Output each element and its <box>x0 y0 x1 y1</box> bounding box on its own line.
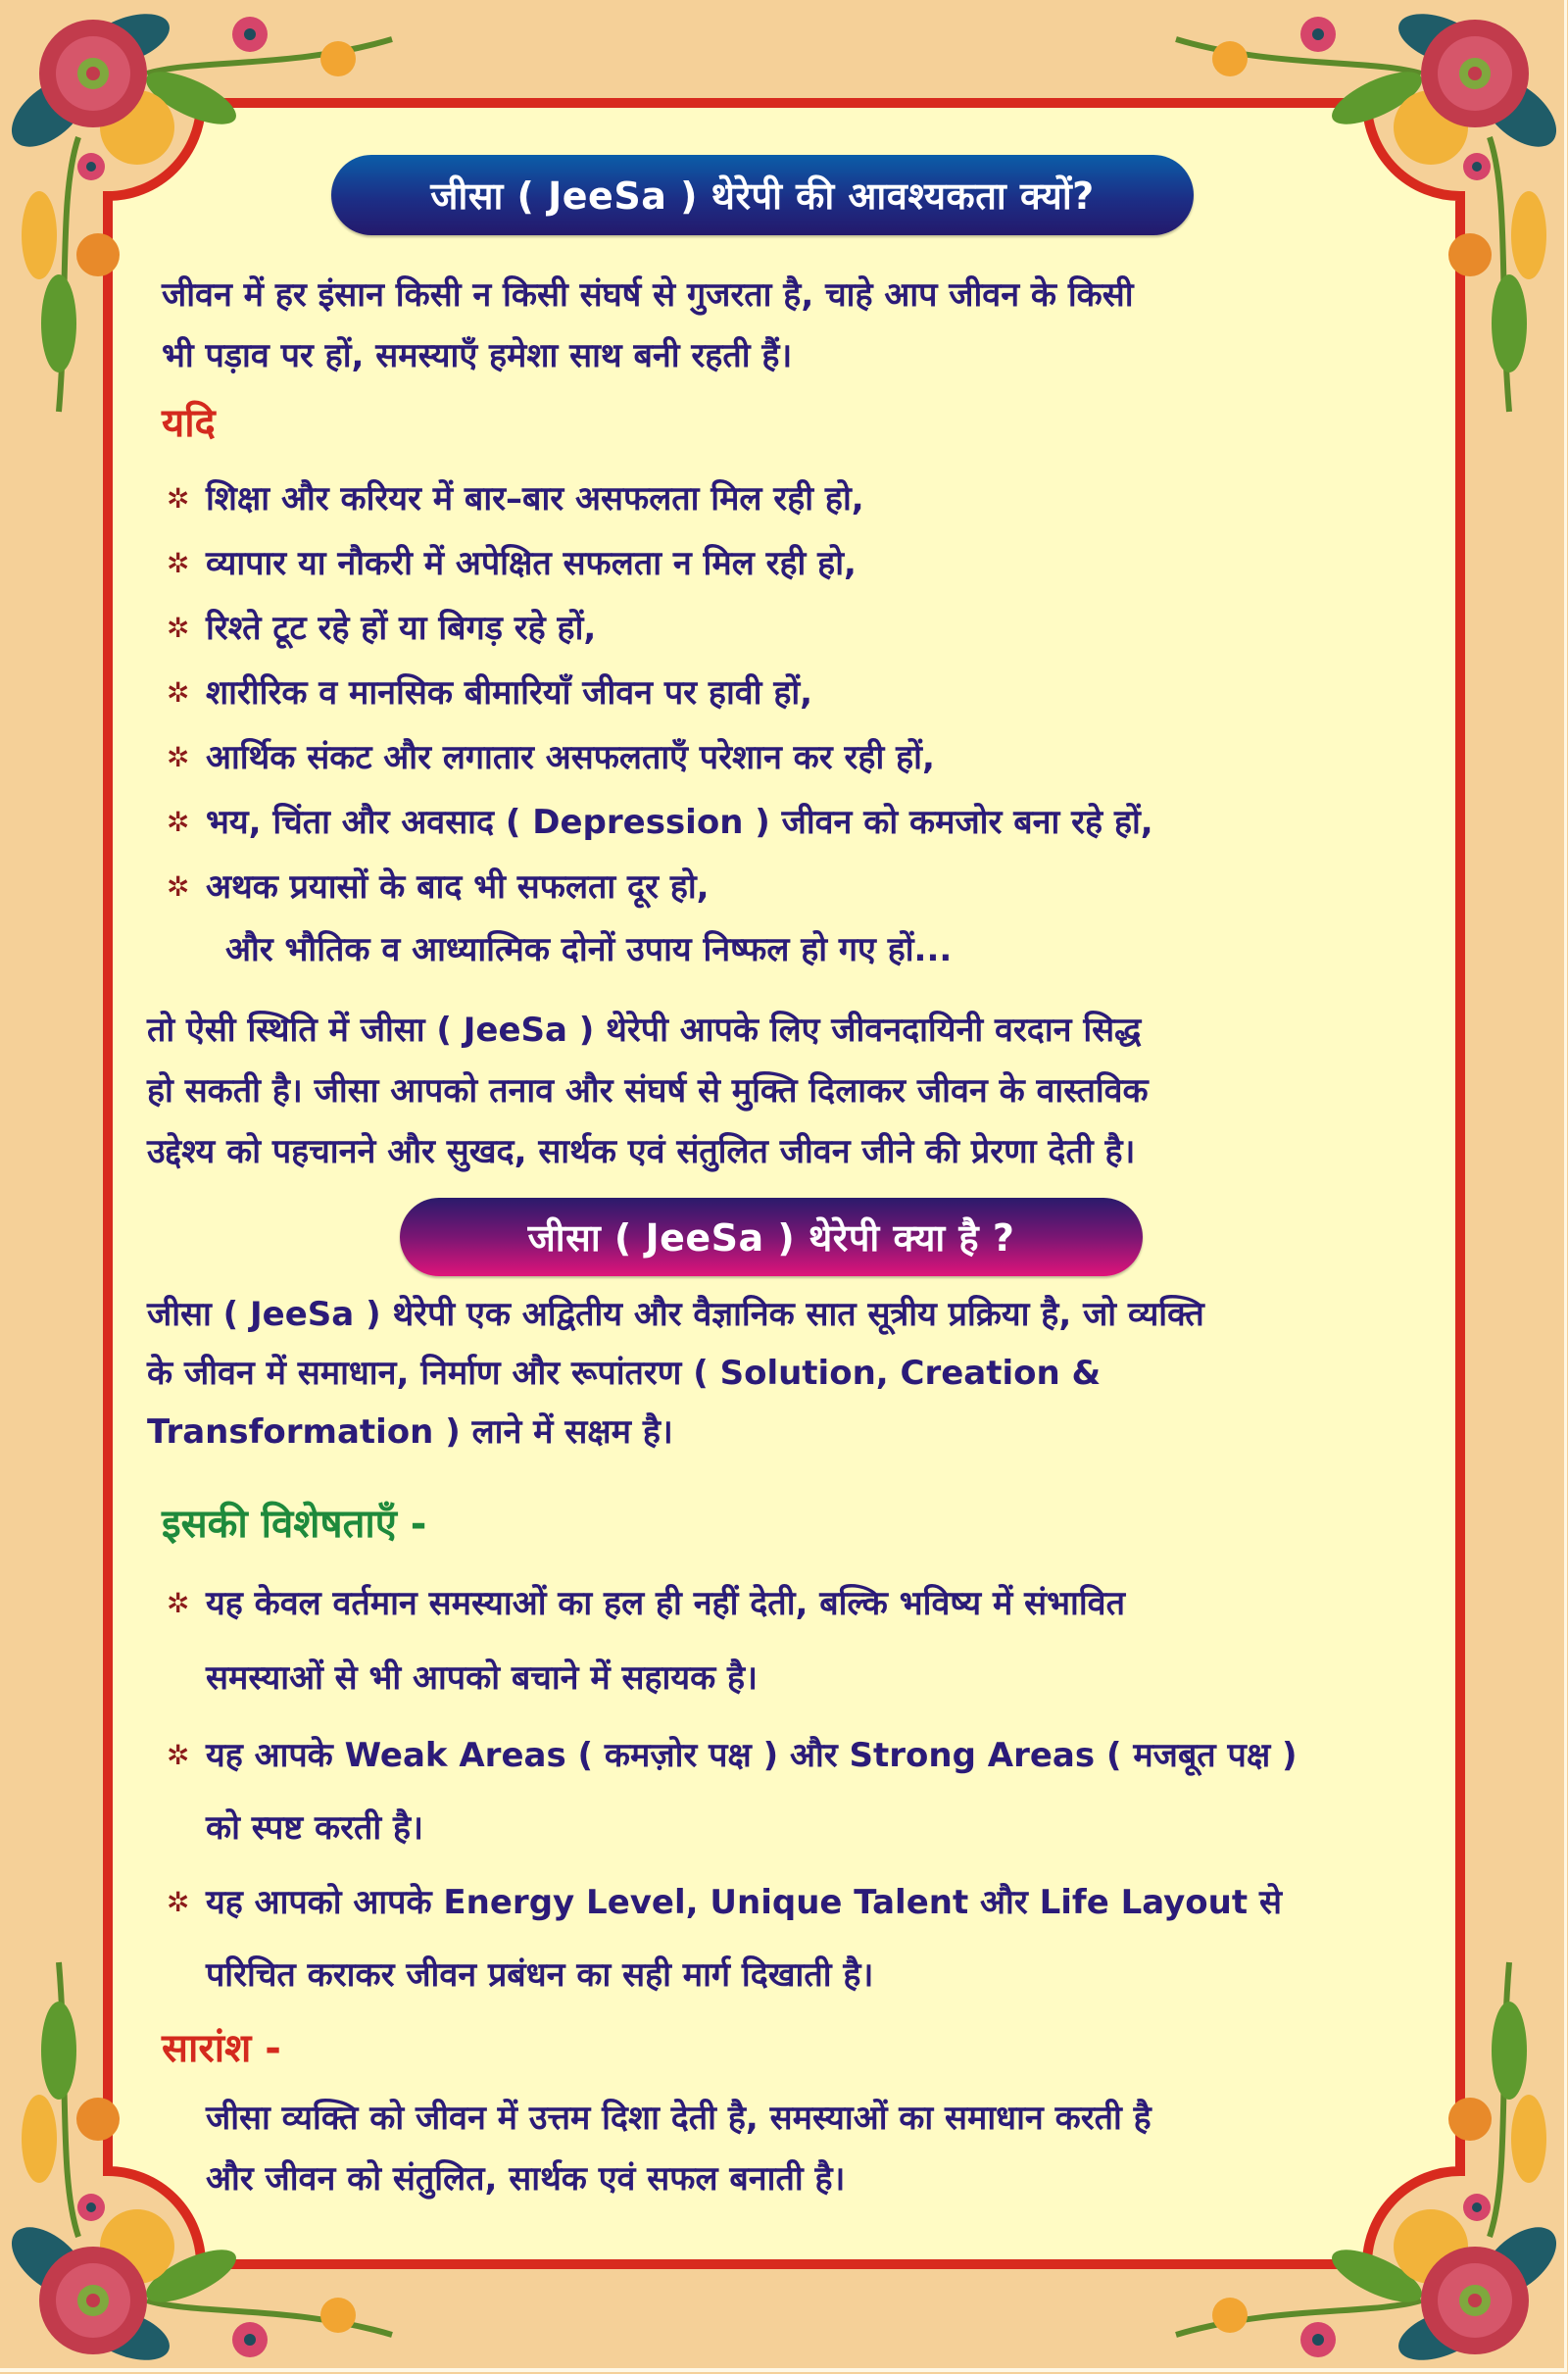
section1-title: जीसा ( JeeSa ) थेरेपी की आवश्यकता क्यों? <box>430 174 1095 218</box>
list-item-text: शारीरिक व मानसिक बीमारियाँ जीवन पर हावी हों, <box>206 673 813 713</box>
section2-title-banner <box>400 1198 1143 1276</box>
list-item <box>167 727 935 788</box>
feature-line-1: यह केवल वर्तमान समस्याओं का हल ही नहीं देती, बल्कि भविष्य में संभावित <box>206 1584 1125 1623</box>
summary-line-1: जीसा व्यक्ति को जीवन में उत्तम दिशा देती है, समस्याओं का समाधान करती है <box>206 2099 1152 2138</box>
list-item-continuation: और भौतिक व आध्यात्मिक दोनों उपाय निष्फल हो गए हों... <box>225 930 953 969</box>
star-flower-icon: ✲ <box>167 870 190 903</box>
list-item <box>167 469 864 529</box>
features-heading: इसकी विशेषताएँ - <box>162 1502 427 1547</box>
list-item <box>167 857 710 917</box>
conclusion-line-3: उद्देश्य को पहचानने और सुखद, सार्थक एवं संतुलित जीवन जीने की प्रेरणा देती है। <box>147 1132 1136 1171</box>
intro-line-1: जीवन में हर इंसान किसी न किसी संघर्ष से गुजरता है, चाहे आप जीवन के किसी <box>162 275 1134 315</box>
star-flower-icon: ✲ <box>167 482 190 515</box>
intro-line-2: भी पड़ाव पर हों, समस्याएँ हमेशा साथ बनी रहती हैं। <box>162 336 793 375</box>
feature-item <box>167 1573 1125 1708</box>
star-flower-icon: ✲ <box>167 806 190 838</box>
star-flower-icon: ✲ <box>167 1886 190 1918</box>
conclusion-line-2: हो सकती है। जीसा आपको तनाव और संघर्ष से मुक्ति दिलाकर जीवन के वास्तविक <box>147 1071 1149 1111</box>
list-item-text: व्यापार या नौकरी में अपेक्षित सफलता न मिल रही हो, <box>206 544 857 583</box>
star-flower-icon: ✲ <box>167 612 190 644</box>
conclusion-line-1: तो ऐसी स्थिति में जीसा ( JeeSa ) थेरेपी आपके लिए जीवनदायिनी वरदान सिद्ध <box>147 1011 1142 1050</box>
feature-line-2: परिचित कराकर जीवन प्रबंधन का सही मार्ग दिखाती है। <box>206 1955 874 1995</box>
list-item-text: रिश्ते टूट रहे हों या बिगड़ रहे हों, <box>206 609 597 648</box>
feature-item <box>167 1725 1298 1858</box>
list-item <box>167 663 812 723</box>
description-line-3: Transformation ) लाने में सक्षम है। <box>147 1412 673 1452</box>
if-heading: यदि <box>162 401 216 446</box>
list-item <box>167 598 596 659</box>
poster-content <box>147 137 1421 2235</box>
section2-title: जीसा ( JeeSa ) थेरेपी क्या है ? <box>527 1216 1015 1260</box>
star-flower-icon: ✲ <box>167 741 190 773</box>
feature-line-1: यह आपके Weak Areas ( कमज़ोर पक्ष ) और Strong Areas ( मजबूत पक्ष ) <box>206 1736 1298 1775</box>
feature-line-2: समस्याओं से भी आपको बचाने में सहायक है। <box>206 1658 758 1698</box>
list-item <box>167 533 857 594</box>
summary-heading: सारांश - <box>162 2026 281 2071</box>
star-flower-icon: ✲ <box>167 676 190 709</box>
list-item-text: अथक प्रयासों के बाद भी सफलता दूर हो, <box>206 867 710 907</box>
description-line-2: के जीवन में समाधान, निर्माण और रूपांतरण ( Solution, Creation & <box>147 1354 1102 1393</box>
feature-line-2: को स्पष्ट करती है। <box>206 1808 423 1848</box>
star-flower-icon: ✲ <box>167 1587 190 1619</box>
description-line-1: जीसा ( JeeSa ) थेरेपी एक अद्वितीय और वैज्ञानिक सात सूत्रीय प्रक्रिया है, जो व्यक्ति <box>147 1295 1204 1334</box>
list-item-text: भय, चिंता और अवसाद ( Depression ) जीवन को कमजोर बना रहे हों, <box>206 803 1153 842</box>
section1-title-banner <box>331 155 1194 235</box>
star-flower-icon: ✲ <box>167 547 190 579</box>
list-item <box>167 792 1153 853</box>
summary-line-2: और जीवन को संतुलित, सार्थक एवं सफल बनाती है। <box>206 2159 846 2199</box>
star-flower-icon: ✲ <box>167 1739 190 1771</box>
feature-line-1: यह आपको आपके Energy Level, Unique Talent और Life Layout से <box>206 1883 1282 1922</box>
list-item-text: शिक्षा और करियर में बार–बार असफलता मिल रही हो, <box>206 479 864 519</box>
list-item-text: आर्थिक संकट और लगातार असफलताएँ परेशान कर रही हों, <box>206 738 935 777</box>
feature-item <box>167 1872 1282 2005</box>
